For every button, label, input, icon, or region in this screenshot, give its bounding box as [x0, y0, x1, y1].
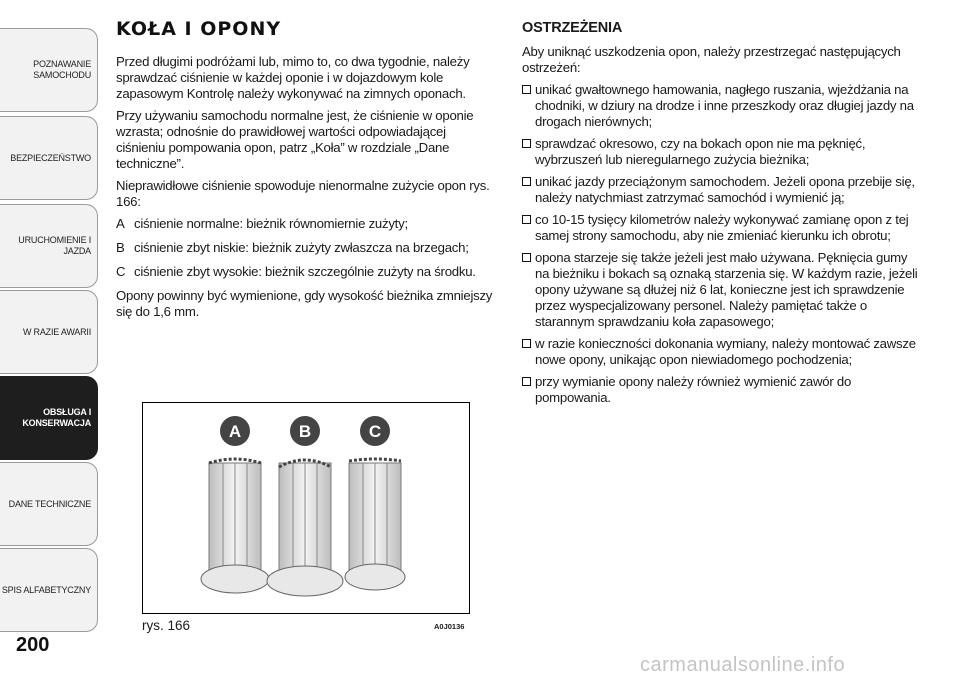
watermark: carmanualsonline.info	[640, 654, 846, 676]
item-label: B	[116, 240, 125, 255]
list-item-b	[116, 240, 496, 256]
tab-label: W RAZIE AWARII	[22, 326, 91, 337]
tab-w-razie-awarii[interactable]	[0, 290, 98, 374]
list-item-c	[116, 264, 496, 280]
paragraph-pressure-check: Przed długimi podróżami lub, mimo to, co dwa tygodnie, należy sprawdzać ciśnienie w każdej oponie i w dojazdowym kole zapasowym Kontrolę należy wykonywać na zimnych oponach.	[116, 54, 470, 101]
warning-item	[522, 250, 922, 330]
tab-label: BEZPIECZEŃSTWO	[10, 152, 91, 163]
tab-spis-alfabetyczny[interactable]	[0, 548, 98, 632]
item-label: A	[116, 216, 125, 231]
checkbox-bullet-icon	[522, 253, 531, 262]
tab-poznawanie-samochodu[interactable]	[0, 28, 98, 112]
list-item-a	[116, 216, 496, 232]
figure-caption: rys. 166	[142, 618, 191, 633]
badge-c-label: C	[368, 422, 382, 441]
paragraph-wrong-pressure: Nieprawidłowe ciśnienie spowoduje nienormalne zużycie opon rys. 166:	[116, 178, 490, 209]
tire-wear-illustration	[143, 403, 469, 613]
item-text: ciśnienie normalne: bieżnik równomiernie zużyty;	[134, 216, 408, 231]
badge-b	[290, 416, 320, 446]
item-text: ciśnienie zbyt niskie: bieżnik zużyty zwłaszcza na brzegach;	[134, 240, 469, 255]
section-title: KOŁA I OPONY	[116, 18, 282, 40]
item-label: C	[116, 264, 126, 279]
figure-tire-wear	[142, 402, 470, 614]
warning-item	[522, 374, 922, 406]
warning-item	[522, 212, 922, 244]
figure-code: A0J0136	[434, 622, 465, 631]
warning-text: unikać gwałtownego hamowania, nagłego ruszania, wjeżdżania na chodniki, w dziury na drodze i inne przeszkody oraz długiej jazdy na drogach nierównych;	[535, 82, 914, 129]
warning-text: opona starzeje się także jeżeli jest mało używana. Pęknięcia gumy na bieżniku i bokach są oznaką starzenia się. W każdym razie, jeżeli opony używane są dłużej niż 6 lat, konieczne jest ich sprawdzenie przez wyspecjalizowany personel. Należy pamiętać także o starannym sprawdzaniu koła zapasowego;	[535, 250, 918, 329]
tab-uruchomienie-i-jazda[interactable]	[0, 204, 98, 288]
warnings-title: OSTRZEŻENIA	[522, 20, 623, 36]
left-column	[116, 18, 496, 326]
tab-bezpieczenstwo[interactable]	[0, 116, 98, 200]
tab-label: OBSŁUGA I KONSERWACJA	[22, 407, 91, 428]
tab-label: POZNAWANIE SAMOCHODU	[33, 59, 91, 80]
warning-item	[522, 82, 922, 130]
checkbox-bullet-icon	[522, 377, 531, 386]
warning-item	[522, 174, 922, 206]
paragraph-tread-depth: Opony powinny być wymienione, gdy wysokość bieżnika zmniejszy się do 1,6 mm.	[116, 288, 493, 319]
checkbox-bullet-icon	[522, 139, 531, 148]
warning-text: unikać jazdy przeciążonym samochodem. Jeżeli opona przebije się, należy natychmiast zatrzymać samochód i wymienić ją;	[535, 174, 915, 205]
tire-c-illustration	[345, 459, 405, 590]
item-text: ciśnienie zbyt wysokie: bieżnik szczególnie zużyty na środku.	[134, 264, 476, 279]
tire-a-illustration	[201, 459, 269, 593]
warnings-intro: Aby uniknąć uszkodzenia opon, należy przestrzegać następujących ostrzeżeń:	[522, 44, 901, 75]
checkbox-bullet-icon	[522, 177, 531, 186]
tab-dane-techniczne[interactable]	[0, 462, 98, 546]
warning-text: w razie konieczności dokonania wymiany, należy montować zawsze nowe opony, unikając opon niewiadomego pochodzenia;	[535, 336, 916, 367]
badge-b-label: B	[298, 422, 312, 441]
tab-obsluga-i-konserwacja[interactable]	[0, 376, 98, 460]
tire-b-illustration	[267, 460, 343, 596]
tab-label: SPIS ALFABETYCZNY	[1, 584, 91, 595]
warning-text: przy wymianie opony należy również wymienić zawór do pompowania.	[535, 374, 852, 405]
tab-label: URUCHOMIENIE I JAZDA	[18, 235, 91, 256]
badge-a-label: A	[228, 422, 242, 441]
page-number: 200	[16, 634, 50, 656]
right-column	[522, 20, 922, 412]
badge-c	[360, 416, 390, 446]
warning-text: sprawdzać okresowo, czy na bokach opon nie ma pęknięć, wybrzuszeń lub nieregularnego zużycia bieżnika;	[535, 136, 866, 167]
warning-item	[522, 336, 922, 368]
checkbox-bullet-icon	[522, 215, 531, 224]
checkbox-bullet-icon	[522, 85, 531, 94]
tab-label: DANE TECHNICZNE	[8, 498, 91, 509]
badge-a	[220, 416, 250, 446]
warning-text: co 10-15 tysięcy kilometrów należy wykonywać zamianę opon z tej samej strony samochodu, aby nie zmieniać kierunku ich obrotu;	[535, 212, 909, 243]
paragraph-pressure-increase: Przy używaniu samochodu normalne jest, że ciśnienie w oponie wzrasta; odnośnie do prawidłowej wartości odpowiadającej ciśnieniu pompowania opon, patrz „Koła” w rozdziale „Dane techniczne”.	[116, 108, 474, 171]
checkbox-bullet-icon	[522, 339, 531, 348]
warning-item	[522, 136, 922, 168]
